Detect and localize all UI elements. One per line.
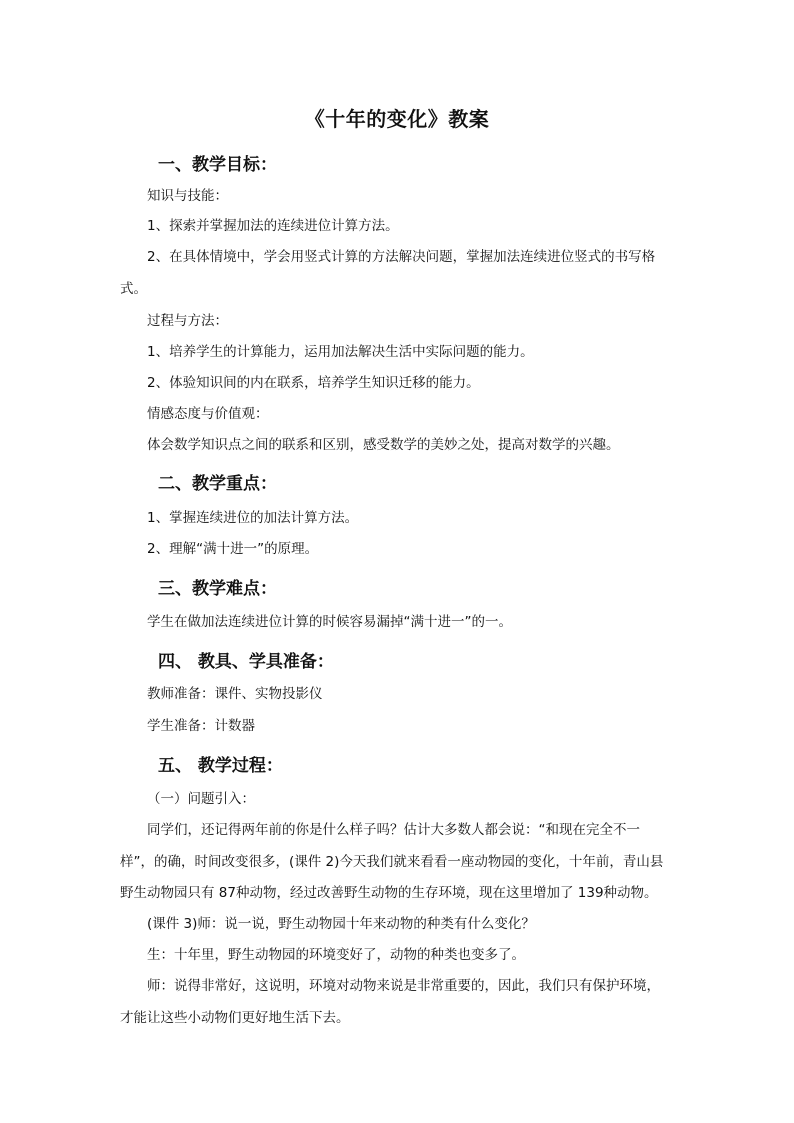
paragraph-line: 同学们，还记得两年前的你是什么样子吗？估计大多数人都会说：“和现在完全不一 (147, 822, 640, 838)
emotion-label: 情感态度与价值观： (147, 406, 269, 422)
process-label: 过程与方法： (147, 313, 228, 329)
goal-item: 1、培养学生的计算能力，运用加法解决生活中实际问题的能力。 (147, 344, 534, 360)
goal-item-continued: 式。 (120, 281, 147, 297)
goal-item: 1、探索并掌握加法的连续进位计算方法。 (147, 218, 399, 234)
paragraph-line: (课件 3)师：说一说，野生动物园十年来动物的种类有什么变化？ (147, 916, 535, 932)
difficulty-item: 学生在做加法连续进位计算的时候容易漏掉“满十进一”的一。 (147, 614, 512, 630)
section-heading-key-points: 二、教学重点： (158, 474, 277, 494)
paragraph-line: 生：十年里，野生动物园的环境变好了，动物的种类也变多了。 (147, 947, 525, 963)
document-title: 《十年的变化》教案 (304, 107, 490, 131)
goal-item: 2、体验知识间的内在联系，培养学生知识迁移的能力。 (147, 375, 480, 391)
paragraph-line: 才能让这些小动物们更好地生活下去。 (120, 1010, 350, 1026)
knowledge-label: 知识与技能： (147, 188, 228, 204)
paragraph-line: 师：说得非常好，这说明，环境对动物来说是非常重要的，因此，我们只有保护环境， (147, 978, 660, 994)
key-point-item: 1、掌握连续进位的加法计算方法。 (147, 510, 359, 526)
goal-item: 2、在具体情境中，学会用竖式计算的方法解决问题，掌握加法连续进位竖式的书写格 (147, 249, 656, 265)
section-heading-process: 五、 教学过程： (158, 756, 283, 776)
section-heading-goals: 一、教学目标： (158, 155, 277, 175)
section-heading-preparation: 四、 教具、学具准备： (158, 652, 334, 672)
process-subheading: （一）问题引入： (147, 791, 255, 807)
key-point-item: 2、理解“满十进一”的原理。 (147, 541, 319, 557)
paragraph-line: 样”，的确，时间改变很多，(课件 2)今天我们就来看看一座动物园的变化，十年前，青山县 (120, 854, 664, 870)
goal-item: 体会数学知识点之间的联系和区别，感受数学的美妙之处，提高对数学的兴趣。 (147, 437, 620, 453)
section-heading-difficulties: 三、教学难点： (158, 579, 277, 599)
paragraph-line: 野生动物园只有 87种动物，经过改善野生动物的生存环境，现在这里增加了 139种动物。 (120, 885, 658, 901)
teacher-preparation: 教师准备：课件、实物投影仪 (147, 686, 323, 702)
student-preparation: 学生准备：计数器 (147, 718, 255, 734)
